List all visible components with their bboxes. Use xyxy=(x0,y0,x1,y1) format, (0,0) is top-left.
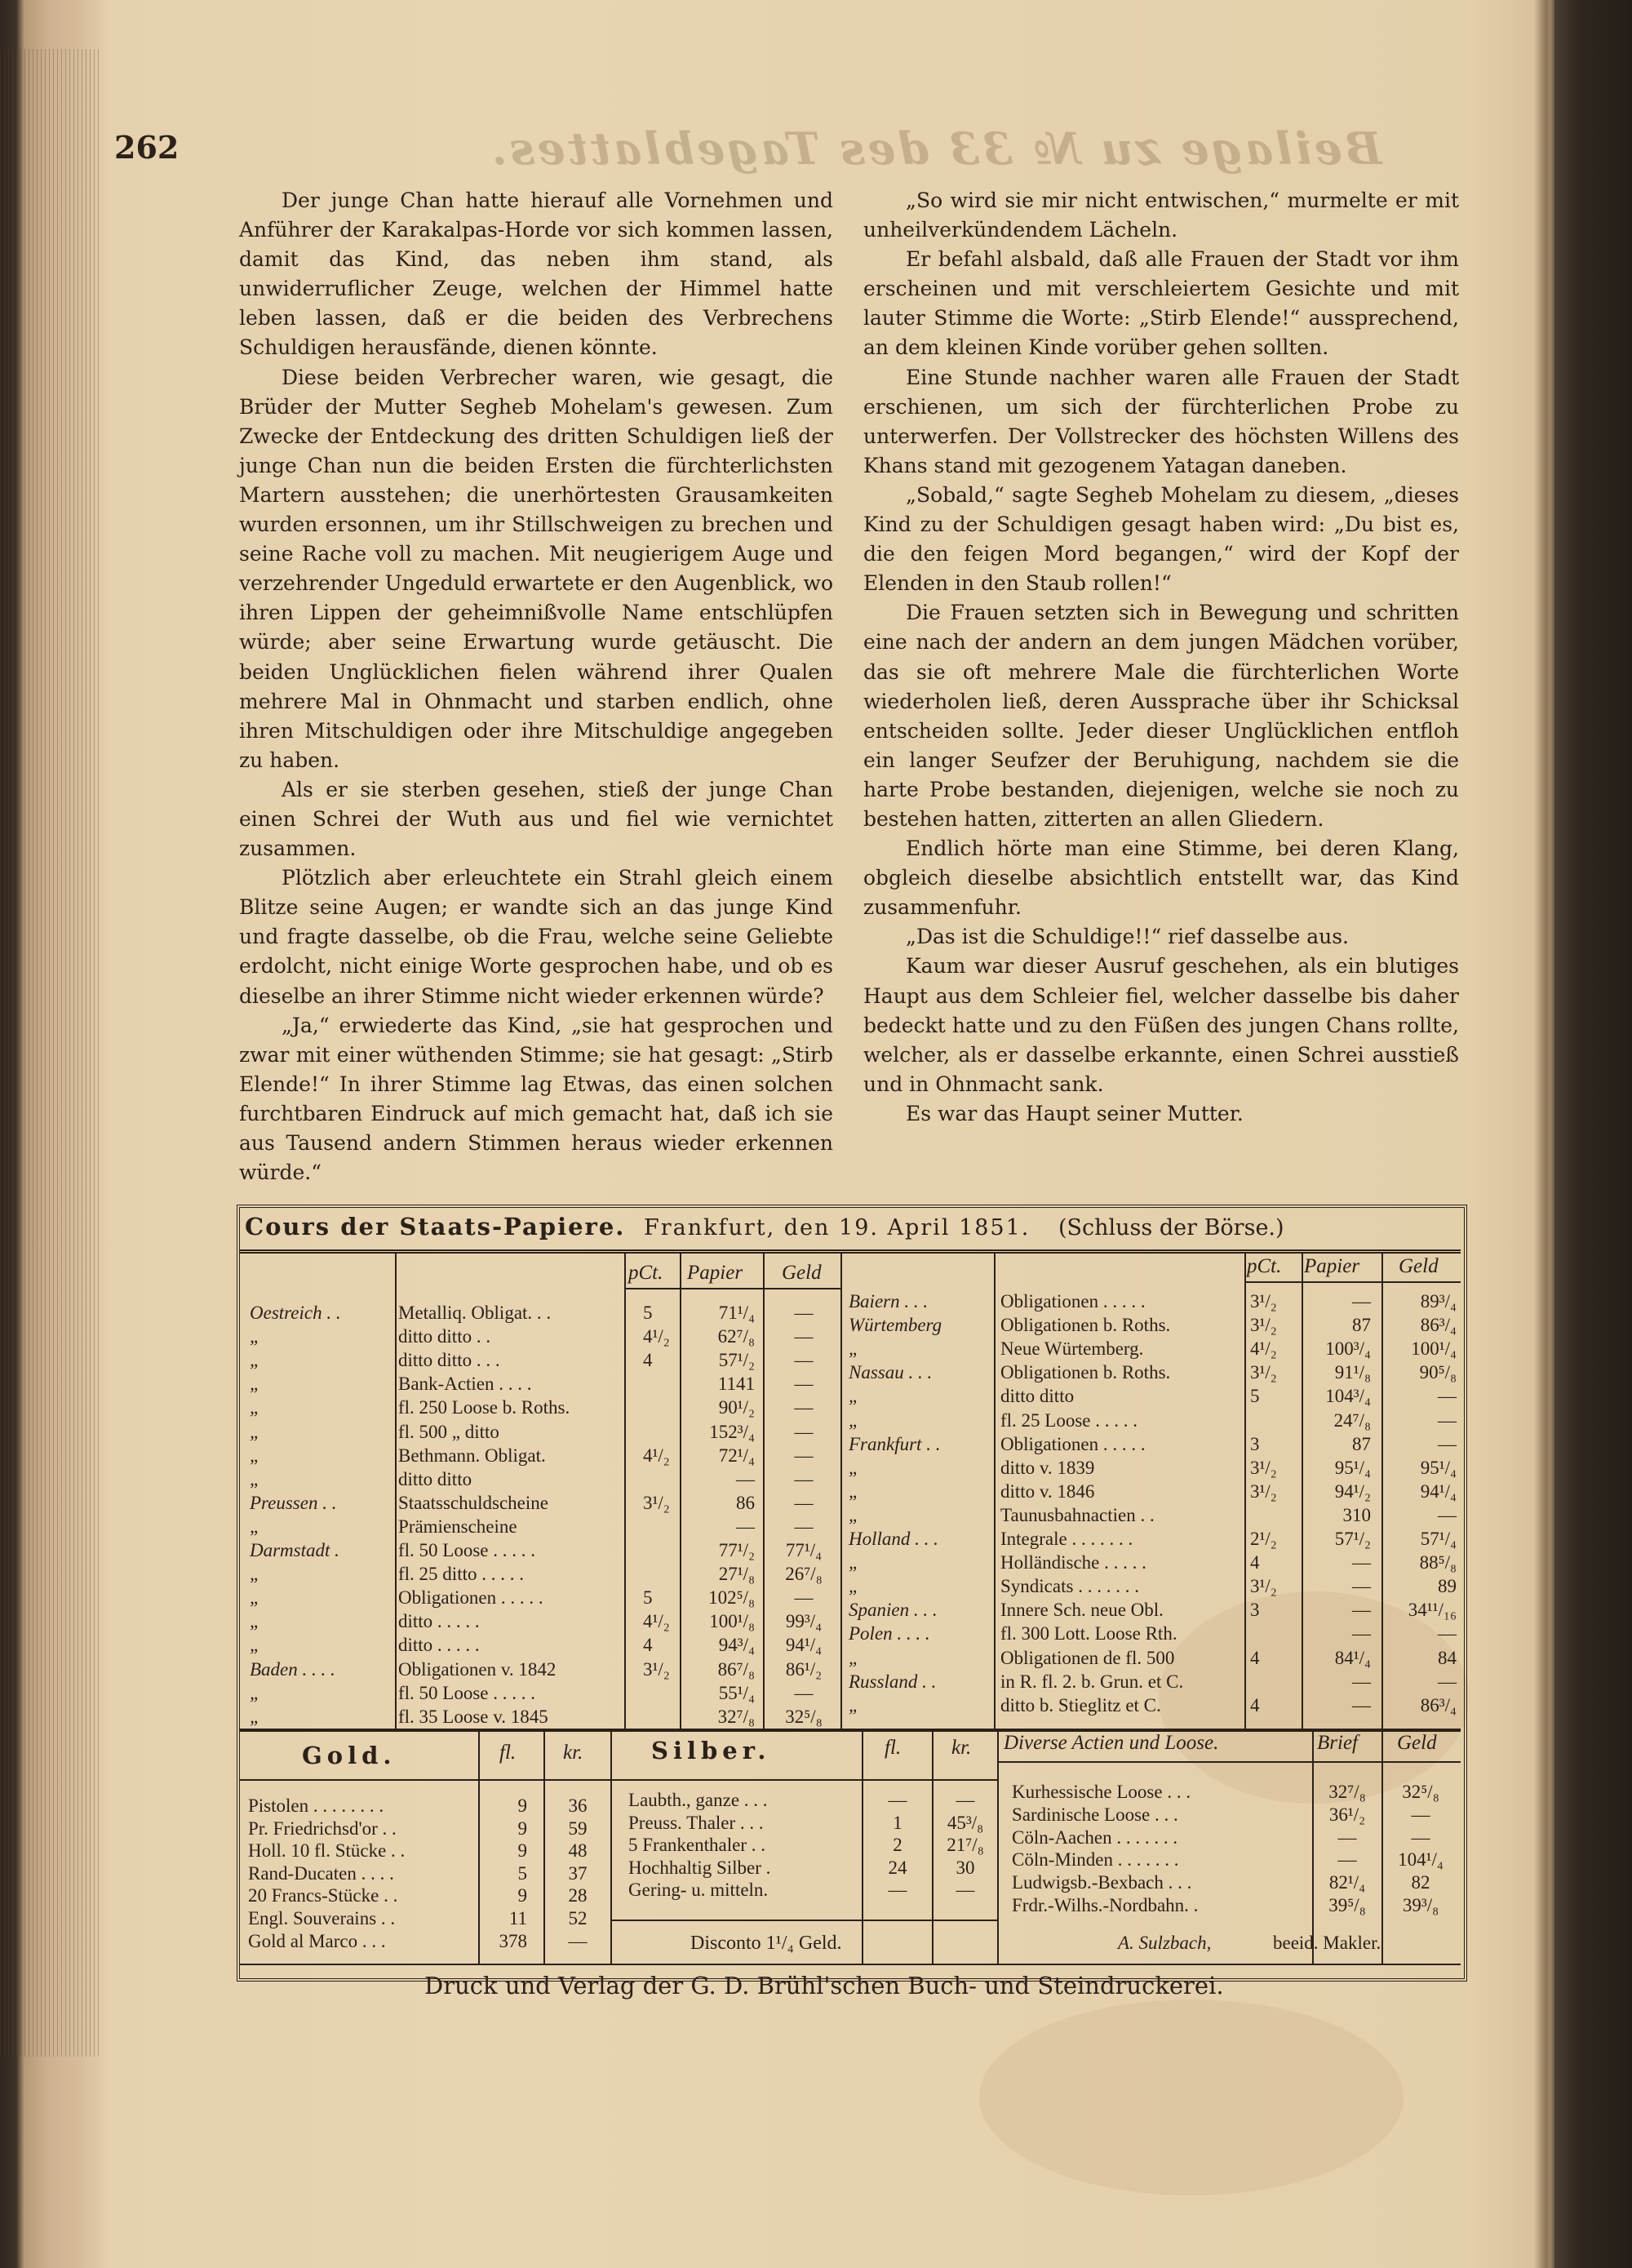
papier-value: 102⁵/₈ xyxy=(708,1587,755,1609)
rule-vertical xyxy=(680,1254,681,1729)
silber-title: Silber. xyxy=(651,1737,771,1764)
security-name: Metalliq. Obligat. . . xyxy=(398,1303,552,1323)
rule-horizontal xyxy=(624,1288,840,1289)
fl-value: 9 xyxy=(517,1885,527,1906)
diverse-col-geld: Geld xyxy=(1397,1732,1437,1754)
state-name: „ xyxy=(250,1397,260,1418)
papier-value: 310 xyxy=(1342,1504,1371,1525)
security-name: ditto v. 1846 xyxy=(1000,1480,1095,1502)
coin-name: Holl. 10 fl. Stücke . . xyxy=(248,1840,406,1862)
fl-value: 9 xyxy=(517,1818,527,1839)
paragraph: Der junge Chan hatte hierauf alle Vornehmen und Anführer der Karakalpas-Horde vor sich kommen lassen, damit das Kind, das neben ihm stand, als unwiderruflicher Zeuge, welchen der Himmel hatte leben lassen, daß er die beiden des Verbrechens Schuldigen herausfände, dienen könnte. xyxy=(239,189,833,360)
brief-value: 82¹/₄ xyxy=(1328,1872,1366,1893)
diverse-title: Diverse Actien und Loose. xyxy=(1004,1732,1219,1754)
papier-value: — xyxy=(1352,1552,1371,1573)
papier-value: 55¹/₄ xyxy=(718,1682,755,1703)
geld-value: 32⁵/₈ xyxy=(1402,1782,1439,1802)
brief-value: — xyxy=(1337,1849,1357,1871)
rule-horizontal xyxy=(610,1920,997,1921)
geld-value: 100¹/₄ xyxy=(1411,1338,1457,1360)
pct-value: 4 xyxy=(1250,1647,1260,1668)
article-right-column xyxy=(863,186,1459,1129)
fl-value: 24 xyxy=(888,1857,907,1878)
diverse-col-brief: Brief xyxy=(1317,1732,1358,1754)
state-name: „ xyxy=(849,1694,859,1715)
geld-value: — xyxy=(1438,1671,1457,1692)
kr-value: — xyxy=(568,1930,588,1951)
facing-page-edge xyxy=(1554,0,1632,2268)
security-name: fl. 25 ditto . . . . . xyxy=(398,1564,524,1585)
state-name: „ xyxy=(250,1587,260,1609)
papier-value: 72¹/₄ xyxy=(718,1445,755,1466)
security-name: Obligationen b. Roths. xyxy=(1000,1315,1171,1336)
state-name: „ xyxy=(250,1326,260,1347)
geld-value: 88⁵/₈ xyxy=(1419,1552,1457,1573)
rule-horizontal xyxy=(240,1252,1461,1254)
papier-value: 94³/₄ xyxy=(718,1635,755,1656)
state-name: „ xyxy=(849,1409,859,1431)
security-name: ditto . . . . . xyxy=(398,1635,480,1656)
state-name: „ xyxy=(250,1635,260,1656)
fl-value: — xyxy=(888,1790,907,1810)
security-name: Obligationen . . . . . xyxy=(1000,1291,1146,1312)
geld-value: — xyxy=(794,1492,814,1513)
papier-value: 100¹/₈ xyxy=(709,1611,755,1632)
pct-value: 4¹/₂ xyxy=(643,1445,670,1466)
coin-name: Pr. Friedrichsd'or . . xyxy=(248,1818,397,1839)
papier-value: — xyxy=(1352,1291,1371,1312)
coin-name: Pistolen . . . . . . . . xyxy=(248,1795,384,1816)
geld-value: — xyxy=(1411,1826,1430,1848)
geld-value: — xyxy=(794,1350,814,1371)
geld-value: — xyxy=(794,1421,814,1442)
gold-col-kr: kr. xyxy=(563,1742,583,1764)
coin-name: 20 Francs-Stücke . . xyxy=(248,1885,398,1906)
rule-vertical xyxy=(840,1252,842,1729)
rule-horizontal xyxy=(240,1779,610,1781)
state-name: Preussen . . xyxy=(250,1492,337,1513)
geld-value: 32⁵/₈ xyxy=(785,1706,823,1727)
state-name: „ xyxy=(849,1647,859,1668)
rule-horizontal xyxy=(240,1964,1461,1965)
discount-rate: Disconto 1¹/₄ Geld. xyxy=(690,1933,842,1954)
rule-vertical xyxy=(478,1732,480,1964)
papier-value: 87 xyxy=(1352,1315,1371,1336)
pct-value: 3 xyxy=(1250,1600,1260,1621)
coin-name: Rand-Ducaten . . . . xyxy=(248,1862,394,1884)
state-name: Oestreich . . xyxy=(250,1303,341,1323)
col-header-papier: Papier xyxy=(687,1262,743,1284)
papier-value: 86 xyxy=(736,1492,755,1513)
state-name: Nassau . . . xyxy=(849,1362,933,1383)
rule-horizontal xyxy=(240,1249,1461,1251)
papier-value: 91¹/₈ xyxy=(1334,1362,1371,1383)
paragraph: „Sobald,“ sagte Segheb Mohelam zu diesem, „dieses Kind zu der Schuldigen gesagt haben wird: „Du bist es, die den feigen Mord begangen,“ wird der Kopf der Elenden in den Staub rollen!“ xyxy=(863,482,1459,596)
security-name: ditto v. 1839 xyxy=(1000,1457,1095,1478)
geld-value: — xyxy=(794,1397,814,1418)
pct-value: 4¹/₂ xyxy=(643,1611,670,1632)
geld-value: — xyxy=(794,1326,814,1347)
papier-value: 94¹/₂ xyxy=(1334,1480,1371,1502)
security-name: fl. 250 Loose b. Roths. xyxy=(398,1397,570,1418)
rule-vertical xyxy=(1381,1732,1383,1964)
paragraph: „So wird sie mir nicht entwischen,“ murmelte er mit unheilverkündendem Lächeln. xyxy=(863,189,1459,242)
state-name: „ xyxy=(250,1564,260,1585)
geld-value: 89³/₄ xyxy=(1420,1291,1457,1312)
pct-value: 3 xyxy=(1250,1433,1260,1454)
geld-value: — xyxy=(1438,1504,1457,1525)
running-head-bleedthrough: Beilage zu № 33 des Tageblattes. xyxy=(490,122,1382,175)
security-name: ditto . . . . . xyxy=(398,1611,480,1632)
state-name: Polen . . . . xyxy=(849,1623,930,1644)
fl-value: — xyxy=(888,1880,907,1901)
rule-vertical xyxy=(1302,1254,1303,1729)
geld-value: — xyxy=(1438,1386,1457,1407)
security-name: Obligationen . . . . . xyxy=(398,1587,543,1609)
bourse-place-date: Frankfurt, den 19. April 1851. xyxy=(643,1215,1031,1241)
fl-value: 5 xyxy=(517,1862,527,1884)
fl-value: 1 xyxy=(893,1812,902,1833)
geld-value: 90⁵/₈ xyxy=(1419,1362,1457,1383)
rule-horizontal xyxy=(997,1761,1461,1763)
geld-value: 39³/₈ xyxy=(1402,1895,1439,1915)
kr-value: 30 xyxy=(956,1857,975,1878)
papier-value: 86⁷/₈ xyxy=(717,1658,755,1680)
security-name: Obligationen b. Roths. xyxy=(1000,1362,1171,1383)
papier-value: 84¹/₄ xyxy=(1334,1647,1371,1668)
security-name: Syndicats . . . . . . . xyxy=(1000,1576,1139,1597)
geld-value: 86³/₄ xyxy=(1420,1694,1457,1715)
papier-value: 95¹/₄ xyxy=(1334,1457,1371,1478)
security-name: ditto ditto . . . xyxy=(398,1350,500,1371)
state-name: Russland . . xyxy=(849,1671,937,1692)
geld-value: — xyxy=(794,1516,814,1537)
rule-vertical xyxy=(862,1732,863,1964)
paragraph: Eine Stunde nachher waren alle Frauen der Stadt erschienen, um sich der fürchterlichen Probe zu unterwerfen. Der Vollstrecker des höchsten Willens des Khans stand mit gezogenem Yatagan daneben. xyxy=(863,365,1459,477)
bourse-title: Cours der Staats-Papiere. xyxy=(245,1213,626,1241)
coin-name: Laubth., ganze . . . xyxy=(628,1790,768,1810)
state-name: Baiern . . . xyxy=(849,1291,929,1312)
bourse-note: (Schluss der Börse.) xyxy=(1058,1215,1284,1241)
state-name: „ xyxy=(250,1421,260,1442)
broker-signature: A. Sulzbach, xyxy=(1118,1933,1212,1953)
security-name: fl. 35 Loose v. 1845 xyxy=(398,1706,548,1727)
rule-vertical xyxy=(1244,1254,1246,1729)
pct-value: 4 xyxy=(643,1635,653,1656)
geld-value: — xyxy=(794,1303,814,1323)
geld-value: 94¹/₄ xyxy=(1420,1480,1457,1502)
paragraph: „Ja,“ erwiederte das Kind, „sie hat gesprochen und zwar mit einer wüthenden Stimme; sie hat gesagt: „Stirb Elende!“ In ihrer Stimme lag Etwas, das einen solchen furchtbaren Eindruck auf mich gemacht hat, daß ich sie aus Tausend andern Stimmen heraus wieder erkennen würde.“ xyxy=(239,1013,833,1185)
paragraph: Kaum war dieser Ausruf geschehen, als ein blutiges Haupt aus dem Schleier fiel, welcher dasselbe bis daher bedeckt hatte und zu den Füßen des jungen Chans rollte, welcher, als er dasselbe erkannte, einen Schrei ausstieß und in Ohnmacht sank. xyxy=(863,954,1459,1096)
pct-value: 3¹/₂ xyxy=(1250,1315,1277,1336)
pct-value: 3¹/₂ xyxy=(1250,1480,1277,1502)
rule-vertical xyxy=(997,1732,999,1964)
state-name: „ xyxy=(849,1386,859,1407)
security-name: ditto ditto xyxy=(1000,1386,1075,1407)
printer-imprint: Druck und Verlag der G. D. Brühl'schen Buch- und Steindruckerei. xyxy=(424,1972,1224,1999)
kr-value: 45³/₈ xyxy=(947,1812,984,1833)
state-name: „ xyxy=(250,1516,260,1537)
papier-value: 87 xyxy=(1352,1433,1371,1454)
fl-value: 9 xyxy=(517,1840,527,1862)
geld-value: — xyxy=(794,1445,814,1466)
rule-horizontal xyxy=(240,1729,1461,1732)
col-header-papier: Papier xyxy=(1304,1255,1360,1277)
geld-value: 57¹/₄ xyxy=(1420,1529,1457,1549)
papier-value: 104³/₄ xyxy=(1325,1386,1371,1407)
geld-value: 89 xyxy=(1438,1576,1457,1597)
gold-col-fl: fl. xyxy=(499,1742,517,1764)
article-left-column xyxy=(239,186,833,1187)
papier-value: 62⁷/₈ xyxy=(717,1326,755,1347)
share-name: Frdr.-Wilhs.-Nordbahn. . xyxy=(1012,1895,1199,1915)
papier-value: — xyxy=(736,1516,755,1537)
papier-value: 24⁷/₈ xyxy=(1333,1409,1371,1431)
geld-value: 82 xyxy=(1411,1872,1430,1893)
geld-value: 86¹/₂ xyxy=(785,1658,823,1680)
pct-value: 4¹/₂ xyxy=(643,1326,670,1347)
brief-value: 36¹/₂ xyxy=(1328,1804,1366,1825)
coin-name: 5 Frankenthaler . . xyxy=(628,1835,765,1856)
page-number: 262 xyxy=(114,129,180,166)
papier-value: 32⁷/₈ xyxy=(717,1706,755,1727)
pct-value: 4 xyxy=(1250,1694,1260,1715)
geld-value: 26⁷/₈ xyxy=(785,1564,823,1585)
papier-value: 152³/₄ xyxy=(709,1421,755,1442)
security-name: ditto b. Stieglitz et C. xyxy=(1000,1694,1161,1715)
security-name: fl. 300 Lott. Loose Rth. xyxy=(1000,1623,1177,1644)
rule-vertical xyxy=(610,1732,612,1964)
pct-value: 2¹/₂ xyxy=(1250,1529,1277,1549)
security-name: fl. 50 Loose . . . . . xyxy=(398,1540,536,1560)
security-name: fl. 25 Loose . . . . . xyxy=(1000,1409,1138,1431)
share-name: Cöln-Minden . . . . . . . xyxy=(1012,1849,1179,1871)
state-name: „ xyxy=(849,1576,859,1597)
state-name: „ xyxy=(849,1480,859,1502)
kr-value: 37 xyxy=(568,1862,588,1884)
geld-value: 34¹¹/₁₆ xyxy=(1408,1600,1457,1621)
pct-value: 3¹/₂ xyxy=(1250,1457,1277,1478)
fl-value: 9 xyxy=(517,1795,527,1816)
papier-value: 77¹/₂ xyxy=(718,1540,755,1560)
fl-value: 11 xyxy=(508,1908,527,1928)
kr-value: — xyxy=(956,1790,975,1810)
silber-col-fl: fl. xyxy=(885,1737,902,1759)
papier-value: 90¹/₂ xyxy=(718,1397,755,1418)
security-name: ditto ditto . . xyxy=(398,1326,491,1347)
security-name: Prämienscheine xyxy=(398,1516,517,1537)
pct-value: 3¹/₂ xyxy=(643,1658,670,1680)
rule-vertical xyxy=(543,1732,545,1964)
security-name: Holländische . . . . . xyxy=(1000,1552,1146,1573)
rule-vertical xyxy=(624,1254,626,1729)
geld-value: — xyxy=(794,1682,814,1703)
papier-value: — xyxy=(1352,1576,1371,1597)
security-name: Bank-Actien . . . . xyxy=(398,1374,532,1395)
brief-value: — xyxy=(1337,1826,1357,1848)
kr-value: 52 xyxy=(568,1908,588,1928)
paragraph: Als er sie sterben gesehen, stieß der junge Chan einen Schrei der Wuth aus und fiel wie vernichtet zusammen. xyxy=(239,777,833,861)
geld-value: — xyxy=(1411,1804,1430,1825)
geld-value: — xyxy=(1438,1433,1457,1454)
state-name: „ xyxy=(250,1468,260,1489)
brief-value: 39⁵/₈ xyxy=(1328,1895,1366,1915)
rule-horizontal xyxy=(1244,1281,1461,1283)
brief-value: 32⁷/₈ xyxy=(1328,1782,1366,1802)
fl-value: 378 xyxy=(499,1930,527,1951)
pct-value: 3¹/₂ xyxy=(1250,1576,1277,1597)
kr-value: 28 xyxy=(568,1885,588,1906)
state-name: „ xyxy=(250,1682,260,1703)
pct-value: 3¹/₂ xyxy=(643,1492,670,1513)
state-name: Würtemberg xyxy=(849,1315,942,1336)
coin-name: Engl. Souverains . . xyxy=(248,1908,396,1928)
share-name: Ludwigsb.-Bexbach . . . xyxy=(1012,1872,1192,1893)
pct-value: 4¹/₂ xyxy=(1250,1338,1277,1360)
papier-value: — xyxy=(1352,1694,1371,1715)
paragraph: Er befahl alsbald, daß alle Frauen der Stadt vor ihm erscheinen und mit verschleiertem Gesichte und mit lauter Stimme die Worte: „Stirb Elende!“ aussprechend, an dem kleinen Kinde vorüber gehen sollten. xyxy=(863,247,1459,360)
paragraph: Endlich hörte man eine Stimme, bei deren Klang, obgleich dieselbe absichtlich entstellt war, das Kind zusammenfuhr. xyxy=(863,837,1459,920)
state-name: „ xyxy=(849,1338,859,1360)
geld-value: — xyxy=(1438,1409,1457,1431)
kr-value: 48 xyxy=(568,1840,588,1862)
rule-vertical xyxy=(395,1254,397,1729)
security-name: ditto ditto xyxy=(398,1468,472,1489)
security-name: Innere Sch. neue Obl. xyxy=(1000,1600,1164,1621)
state-name: „ xyxy=(250,1445,260,1466)
state-name: „ xyxy=(849,1457,859,1478)
broker-title: beeid. Makler. xyxy=(1273,1933,1381,1953)
geld-value: — xyxy=(1438,1623,1457,1644)
state-name: „ xyxy=(250,1350,260,1371)
state-name: Spanien . . . xyxy=(849,1600,938,1621)
papier-value: — xyxy=(1352,1623,1371,1644)
state-name: Baden . . . . xyxy=(250,1658,335,1680)
col-header-pct: pCt. xyxy=(1247,1255,1282,1277)
security-name: in R. fl. 2. b. Grun. et C. xyxy=(1000,1671,1184,1692)
security-name: Taunusbahnactien . . xyxy=(1000,1504,1155,1525)
geld-value: 77¹/₄ xyxy=(785,1540,823,1560)
papier-value: 57¹/₂ xyxy=(1334,1529,1371,1549)
paragraph: Es war das Haupt seiner Mutter. xyxy=(906,1101,1244,1125)
pct-value: 5 xyxy=(643,1303,653,1323)
state-name: Darmstadt . xyxy=(250,1540,339,1560)
bourse-header xyxy=(245,1213,1284,1241)
kr-value: 36 xyxy=(568,1795,588,1816)
security-name: Neue Würtemberg. xyxy=(1000,1338,1144,1360)
silber-col-kr: kr. xyxy=(951,1737,972,1759)
state-name: Holland . . . xyxy=(849,1529,938,1549)
papier-value: — xyxy=(736,1468,755,1489)
geld-value: 104¹/₄ xyxy=(1398,1849,1444,1871)
share-name: Kurhessische Loose . . . xyxy=(1012,1782,1191,1802)
geld-value: — xyxy=(794,1587,814,1609)
geld-value: — xyxy=(794,1374,814,1395)
col-header-geld: Geld xyxy=(1399,1255,1439,1277)
paragraph: Plötzlich aber erleuchtete ein Strahl gleich einem Blitze seine Augen; er wandte sich an das junge Kind und fragte dasselbe, ob die Frau, welche seine Geliebte erdolcht, nicht einige Worte gesprochen habe, und ob es dieselbe an ihrer Stimme nicht wieder erkennen würde? xyxy=(239,866,833,1008)
geld-value: 86³/₄ xyxy=(1420,1315,1457,1336)
coin-name: Preuss. Thaler . . . xyxy=(628,1812,764,1833)
fl-value: 2 xyxy=(893,1835,902,1856)
rule-vertical xyxy=(763,1254,765,1729)
rule-vertical xyxy=(994,1254,996,1729)
gold-title: Gold. xyxy=(302,1742,397,1769)
state-name: „ xyxy=(250,1374,260,1395)
paragraph: Diese beiden Verbrecher waren, wie gesagt, die Brüder der Mutter Segheb Mohelam's gewesen. Zum Zwecke der Entdeckung des dritten Schuldigen ließ der junge Chan nun die beiden Ersten die fürchterlichsten Martern ausstehen; die unerhörtesten Grausamkeiten wurden ersonnen, um ihr Stillschweigen zu brechen und seine Rache voll zu machen. Mit neugierigem Auge und verzehrender Ungeduld erwartete er den Augenblick, wo ihren Lippen der geheimnißvolle Name entschlüpfen würde; aber seine Erwartung wurde getäuscht. Die beiden Unglücklichen fielen während ihrer Qualen mehrere Mal in Ohnmacht und starben endlich, ohne ihren Mitschuldigen oder ihre Mitschuldige angegeben zu haben. xyxy=(239,365,833,772)
rule-vertical xyxy=(1381,1254,1383,1729)
security-name: Obligationen de fl. 500 xyxy=(1000,1647,1175,1668)
pct-value: 5 xyxy=(1250,1386,1260,1407)
state-name: „ xyxy=(250,1611,260,1632)
paper-stain xyxy=(979,1999,1404,2195)
state-name: Frankfurt . . xyxy=(849,1433,941,1454)
page-edges xyxy=(0,49,102,2057)
papier-value: 100³/₄ xyxy=(1325,1338,1371,1360)
kr-value: 21⁷/₈ xyxy=(947,1835,984,1856)
pct-value: 5 xyxy=(643,1587,653,1609)
papier-value: 57¹/₂ xyxy=(718,1350,755,1371)
pct-value: 4 xyxy=(1250,1552,1260,1573)
col-header-pct: pCt. xyxy=(628,1262,663,1284)
state-name: „ xyxy=(250,1706,260,1727)
pct-value: 3¹/₂ xyxy=(1250,1291,1277,1312)
papier-value: 1141 xyxy=(717,1374,755,1395)
geld-value: 94¹/₄ xyxy=(785,1635,823,1656)
pct-value: 3¹/₂ xyxy=(1250,1362,1277,1383)
rule-horizontal xyxy=(610,1779,997,1781)
security-name: Obligationen v. 1842 xyxy=(398,1658,557,1680)
security-name: Integrale . . . . . . . xyxy=(1000,1529,1133,1549)
pct-value: 4 xyxy=(643,1350,653,1371)
share-name: Sardinische Loose . . . xyxy=(1012,1804,1178,1825)
kr-value: 59 xyxy=(568,1818,588,1839)
paragraph: Die Frauen setzten sich in Bewegung und schritten eine nach der andern an dem jungen Mädchen vorüber, das sie oft mehrere Male die fürchterlichen Worte wiederholen ließ, deren Aussprache über ihr Schicksal entscheiden sollte. Jeder dieser Unglücklichen entfloh ein langer Seufzer der Beruhigung, nachdem sie die harte Probe bestanden, diejenigen, welche sie noch zu bestehen hatten, zitterten an allen Gliedern. xyxy=(863,601,1459,831)
papier-value: 27¹/₈ xyxy=(718,1564,755,1585)
coin-name: Gold al Marco . . . xyxy=(248,1930,386,1951)
security-name: Bethmann. Obligat. xyxy=(398,1445,546,1466)
paragraph: „Das ist die Schuldige!!“ rief dasselbe aus. xyxy=(906,925,1350,949)
col-header-geld: Geld xyxy=(782,1262,822,1284)
coin-name: Hochhaltig Silber . xyxy=(628,1857,771,1878)
coin-name: Gering- u. mitteln. xyxy=(628,1880,769,1901)
security-name: Obligationen . . . . . xyxy=(1000,1433,1146,1454)
geld-value: 84 xyxy=(1438,1647,1457,1668)
geld-value: 99³/₄ xyxy=(785,1611,823,1632)
security-name: Staatsschuldscheine xyxy=(398,1492,548,1513)
papier-value: 71¹/₄ xyxy=(718,1303,755,1323)
state-name: „ xyxy=(849,1552,859,1573)
geld-value: — xyxy=(794,1468,814,1489)
kr-value: — xyxy=(956,1880,975,1901)
geld-value: 95¹/₄ xyxy=(1420,1457,1457,1478)
security-name: fl. 500 „ ditto xyxy=(398,1421,499,1442)
security-name: fl. 50 Loose . . . . . xyxy=(398,1682,536,1703)
papier-value: — xyxy=(1352,1600,1371,1621)
state-name: „ xyxy=(849,1504,859,1525)
share-name: Cöln-Aachen . . . . . . . xyxy=(1012,1826,1178,1848)
papier-value: — xyxy=(1352,1671,1371,1692)
